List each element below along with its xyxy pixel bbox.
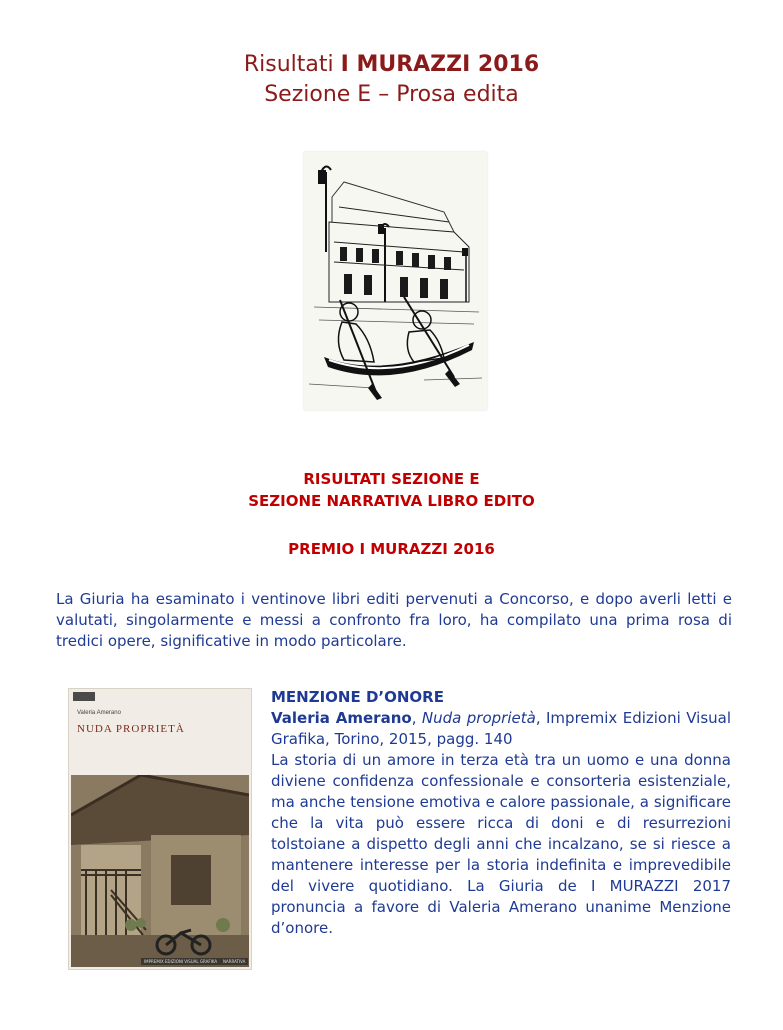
section-heading: SEZIONE NARRATIVA LIBRO EDITO	[248, 492, 535, 510]
cover-title: NUDA PROPRIETÀ	[77, 723, 185, 735]
book-publisher: , Impremix Edizioni Visual Grafika, Torino, 2015, pagg. 140	[271, 709, 731, 748]
award-details	[271, 687, 731, 939]
title-prefix: Risultati	[243, 52, 334, 77]
page-subtitle: Sezione E – Prosa edita	[264, 82, 519, 107]
book-cover	[68, 688, 252, 970]
page-title	[0, 50, 783, 80]
cover-series-strip: NARRATIVA	[220, 958, 248, 965]
publisher-logo	[73, 692, 95, 701]
title-event: I MURAZZI 2016	[340, 52, 540, 77]
murazzi-illustration	[304, 152, 487, 410]
book-author: Valeria Amerano	[271, 709, 412, 727]
cover-author: Valeria Amerano	[77, 710, 121, 716]
results-heading: RISULTATI SEZIONE E	[303, 470, 480, 488]
jury-intro-paragraph: La Giuria ha esaminato i ventinove libri editi pervenuti a Concorso, e dopo averli letti e valutati, singolarmente e messi a confronto fra loro, ha compilato una prima rosa di tredici opere, significative in modo particolare.	[56, 590, 732, 650]
cover-photo	[71, 775, 249, 967]
book-sep: ,	[411, 709, 422, 727]
book-reference	[271, 708, 731, 750]
book-title: Nuda proprietà	[421, 709, 536, 727]
prize-heading: PREMIO I MURAZZI 2016	[288, 540, 495, 558]
award-label: MENZIONE D’ONORE	[271, 688, 444, 706]
cover-publisher-strip: IMPREMIX EDIZIONI VISUAL GRAFIKA	[141, 958, 220, 965]
award-review: La storia di un amore in terza età tra un uomo e una donna diviene confidenza confessionale e consorteria esistenziale, ma anche tensione emotiva e calore passionale, a significare che la vita può essere ricca di doni e di resurrezioni tolstoiane a dispetto degli anni che incalzano, se si riesce a mantenere interesse per la storia indefinita e imprevedibile del vivere quotidiano. La Giuria de I MURAZZI 2017 pronuncia a favore di Valeria Amerano unanime Menzione d’onore.	[271, 751, 731, 937]
